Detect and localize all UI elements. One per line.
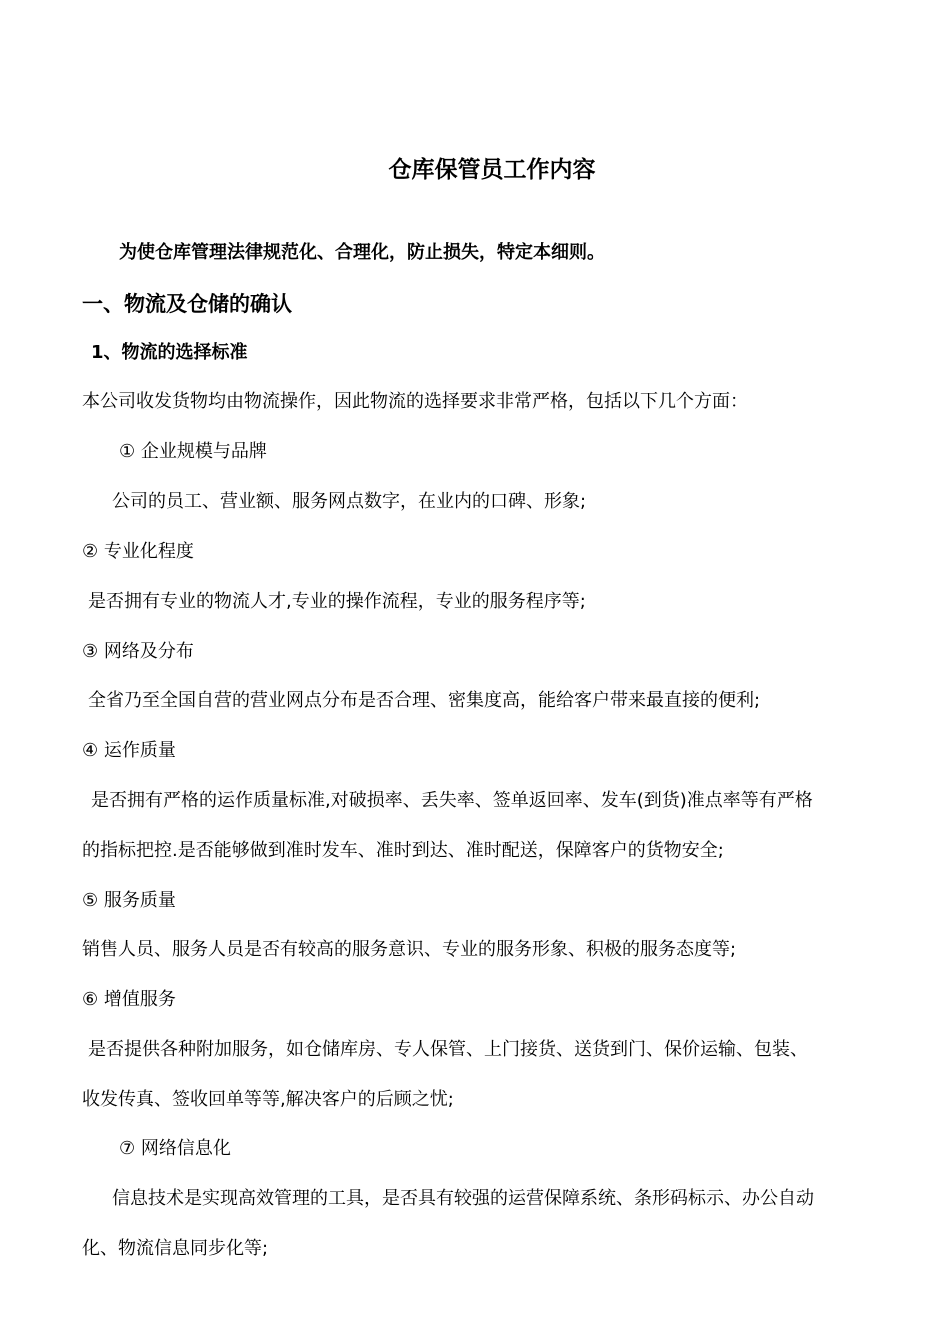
item-text: 收发传真、签收回单等等,解决客户的后顾之忧; [82, 1089, 454, 1110]
item-heading: ② 专业化程度 [82, 541, 194, 562]
item-text: 公司的员工、营业额、服务网点数字，在业内的口碑、形象; [112, 491, 587, 512]
item-text: 是否拥有严格的运作质量标准,对破损率、丢失率、签单返回率、发车(到货)准点率等有严格 [91, 790, 813, 811]
document-title: 仓库保管员工作内容 [388, 157, 596, 183]
item-heading: ⑦ 网络信息化 [119, 1138, 231, 1159]
intro-paragraph: 为使仓库管理法律规范化、合理化，防止损失，特定本细则。 [119, 242, 605, 263]
item-text: 信息技术是实现高效管理的工具，是否具有较强的运营保障系统、条形码标示、办公自动 [112, 1188, 814, 1209]
item-text: 化、物流信息同步化等; [82, 1238, 269, 1259]
item-text: 的指标把控.是否能够做到准时发车、准时到达、准时配送，保障客户的货物安全; [82, 840, 724, 861]
item-heading: ① 企业规模与品牌 [119, 441, 267, 462]
item-heading: ⑤ 服务质量 [82, 890, 176, 911]
item-text: 是否拥有专业的物流人才,专业的操作流程，专业的服务程序等; [88, 591, 586, 612]
item-heading: ③ 网络及分布 [82, 641, 194, 662]
item-heading: ④ 运作质量 [82, 740, 176, 761]
item-text: 是否提供各种附加服务，如仓储库房、专人保管、上门接货、送货到门、保价运输、包装、 [88, 1039, 808, 1060]
subsection-heading: 1、物流的选择标准 [91, 342, 248, 363]
section-heading: 一、物流及仓储的确认 [82, 292, 292, 316]
item-heading: ⑥ 增值服务 [82, 989, 176, 1010]
lead-paragraph: 本公司收发货物均由物流操作，因此物流的选择要求非常严格，包括以下几个方面： [82, 391, 748, 412]
item-text: 全省乃至全国自营的营业网点分布是否合理、密集度高，能给客户带来最直接的便利; [88, 690, 761, 711]
item-text: 销售人员、服务人员是否有较高的服务意识、专业的服务形象、积极的服务态度等; [82, 939, 737, 960]
